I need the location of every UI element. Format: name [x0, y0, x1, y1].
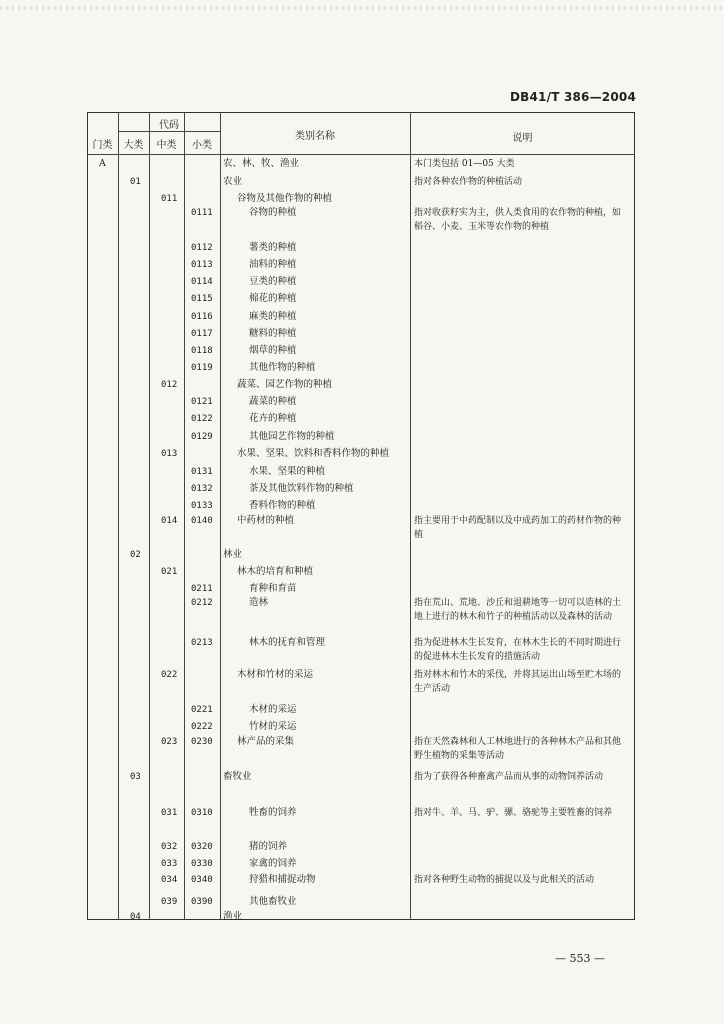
cell-name: 水果、坚果、饮料和香料作物的种植 [237, 448, 390, 459]
cell-name: 牲畜的饲养 [249, 807, 297, 818]
cell-xiao: 0121 [191, 397, 213, 407]
cell-name: 烟草的种植 [249, 345, 297, 356]
cell-men: A [99, 158, 106, 169]
cell-da: 03 [130, 772, 141, 782]
header-note: 说明 [512, 133, 533, 144]
table-row [0, 447, 724, 464]
cell-zhong: 022 [161, 670, 178, 680]
table-row [0, 310, 724, 327]
header-men: 门类 [92, 140, 113, 151]
cell-name: 林木的培育和种植 [237, 566, 314, 577]
cell-name: 蔬菜、园艺作物的种植 [237, 379, 333, 390]
cell-name: 木材和竹材的采运 [237, 669, 314, 680]
cell-name: 谷物及其他作物的种植 [237, 193, 333, 204]
table-row [0, 344, 724, 361]
cell-xiao: 0140 [191, 516, 213, 526]
table-row [0, 482, 724, 499]
table-row [0, 857, 724, 874]
cell-xiao: 0117 [191, 329, 213, 339]
cell-xiao: 0129 [191, 432, 213, 442]
cell-zhong: 012 [161, 380, 178, 390]
cell-desc: 指为促进林木生长发育，在林木生长的不同时期进行的促进林木生长发育的措施活动 [414, 638, 622, 662]
page-number: — 553 — [555, 952, 605, 965]
cell-xiao: 0113 [191, 260, 213, 270]
table-row [0, 395, 724, 412]
table-row [0, 430, 724, 447]
cell-name: 油料的种植 [249, 259, 297, 270]
cell-name: 其他作物的种植 [249, 362, 316, 373]
cell-name: 竹材的采运 [249, 721, 297, 732]
cell-zhong: 023 [161, 737, 178, 747]
table-row [0, 292, 724, 309]
cell-name: 猪的饲养 [249, 841, 288, 852]
table-row [0, 735, 724, 761]
cell-desc: 指对各种野生动物的捕捉以及与此相关的活动 [414, 875, 595, 885]
cell-name: 薯类的种植 [249, 242, 297, 253]
cell-xiao: 0390 [191, 897, 213, 907]
cell-name: 渔业 [223, 911, 243, 922]
cell-xiao: 0114 [191, 277, 213, 287]
cell-name: 花卉的种植 [249, 413, 297, 424]
table-row [0, 668, 724, 694]
table-row [0, 840, 724, 857]
cell-name: 林业 [223, 549, 243, 560]
cell-zhong: 039 [161, 897, 178, 907]
header-xiao: 小类 [192, 140, 212, 151]
cell-xiao: 0111 [191, 208, 213, 218]
table-row [0, 636, 724, 662]
cell-desc: 指在天然森林和人工林地进行的各种林木产品和其他野生植物的采集等活动 [414, 737, 622, 761]
table-row [0, 157, 724, 174]
cell-name: 中药材的种植 [237, 515, 295, 526]
cell-xiao: 0211 [191, 584, 213, 594]
cell-zhong: 031 [161, 808, 178, 818]
table-row [0, 548, 724, 565]
table-row [0, 327, 724, 344]
cell-da: 02 [130, 550, 141, 560]
cell-xiao: 0330 [191, 859, 213, 869]
cell-zhong: 034 [161, 875, 178, 885]
cell-name: 香料作物的种植 [249, 500, 316, 511]
cell-xiao: 0133 [191, 501, 213, 511]
cell-zhong: 032 [161, 842, 178, 852]
cell-name: 木材的采运 [249, 704, 297, 715]
table-row [0, 910, 724, 927]
header-zhong: 中类 [156, 140, 177, 151]
cell-name: 水果、坚果的种植 [249, 466, 326, 477]
cell-name: 农、林、牧、渔业 [223, 158, 300, 169]
cell-name: 林产品的采集 [237, 736, 295, 747]
cell-name: 谷物的种植 [249, 207, 297, 218]
cell-name: 狩猎和捕捉动物 [249, 874, 316, 885]
cell-desc: 指对林木和竹木的采伐，并将其运出山场至贮木场的生产活动 [414, 670, 622, 694]
cell-desc: 指对各种农作物的种植活动 [414, 177, 523, 187]
cell-name: 豆类的种植 [249, 276, 297, 287]
cell-zhong: 033 [161, 859, 178, 869]
cell-name: 麻类的种植 [249, 311, 297, 322]
cell-desc: 指对牛、羊、马、驴、骡、骆驼等主要牲畜的饲养 [414, 808, 613, 818]
table-row [0, 596, 724, 622]
table-row [0, 241, 724, 258]
table-row [0, 703, 724, 720]
header-name: 类别名称 [295, 131, 335, 142]
cell-xiao: 0212 [191, 598, 213, 608]
cell-name: 畜牧业 [223, 771, 252, 782]
cell-xiao: 0112 [191, 243, 213, 253]
cell-zhong: 013 [161, 449, 178, 459]
cell-desc: 指对收获籽实为主，供人类食用的农作物的种植，如稻谷、小麦、玉米等农作物的种植 [414, 208, 622, 232]
table-row [0, 175, 724, 192]
cell-name: 糖料的种植 [249, 328, 297, 339]
cell-xiao: 0213 [191, 638, 213, 648]
cell-da: 01 [130, 177, 141, 187]
cell-zhong: 011 [161, 194, 178, 204]
cell-xiao: 0116 [191, 312, 213, 322]
cell-xiao: 0119 [191, 363, 213, 373]
cell-name: 林木的抚育和管理 [249, 637, 326, 648]
header-code-group: 代码 [159, 120, 179, 131]
standard-code: DB41/T 386—2004 [510, 90, 636, 104]
cell-desc: 指主要用于中药配制以及中成药加工的药材作物的种植 [414, 516, 622, 540]
table-row [0, 465, 724, 482]
cell-name: 其他畜牧业 [249, 896, 297, 907]
table-row [0, 873, 724, 890]
cell-xiao: 0310 [191, 808, 213, 818]
cell-xiao: 0132 [191, 484, 213, 494]
cell-name: 农业 [223, 176, 243, 187]
cell-zhong: 014 [161, 516, 178, 526]
cell-name: 造林 [249, 597, 269, 608]
table-row [0, 412, 724, 429]
table-row [0, 378, 724, 395]
cell-zhong: 021 [161, 567, 178, 577]
table-row [0, 514, 724, 540]
table-row [0, 275, 724, 292]
cell-xiao: 0340 [191, 875, 213, 885]
table-row [0, 770, 724, 787]
cell-xiao: 0221 [191, 705, 213, 715]
cell-xiao: 0230 [191, 737, 213, 747]
cell-name: 蔬菜的种植 [249, 396, 297, 407]
cell-desc: 指为了获得各种畜禽产品而从事的动物饲养活动 [414, 772, 604, 782]
table-row [0, 206, 724, 232]
table-row [0, 361, 724, 378]
cell-xiao: 0320 [191, 842, 213, 852]
cell-name: 育种和育苗 [249, 583, 297, 594]
cell-name: 家禽的饲养 [249, 858, 297, 869]
cell-xiao: 0122 [191, 414, 213, 424]
cell-xiao: 0131 [191, 467, 213, 477]
cell-name: 茶及其他饮料作物的种植 [249, 483, 354, 494]
header-da: 大类 [123, 140, 144, 151]
cell-xiao: 0118 [191, 346, 213, 356]
cell-desc: 本门类包括 01—05 大类 [414, 159, 515, 169]
table-row [0, 806, 724, 823]
table-row [0, 258, 724, 275]
cell-name: 棉花的种植 [249, 293, 297, 304]
cell-name: 其他园艺作物的种植 [249, 431, 335, 442]
table-row [0, 565, 724, 582]
cell-xiao: 0222 [191, 722, 213, 732]
cell-xiao: 0115 [191, 294, 213, 304]
cell-desc: 指在荒山、荒地、沙丘和退耕地等一切可以造林的土地上进行的林木和竹子的种植活动以及森林的活动 [414, 598, 622, 622]
cell-da: 04 [130, 912, 141, 922]
